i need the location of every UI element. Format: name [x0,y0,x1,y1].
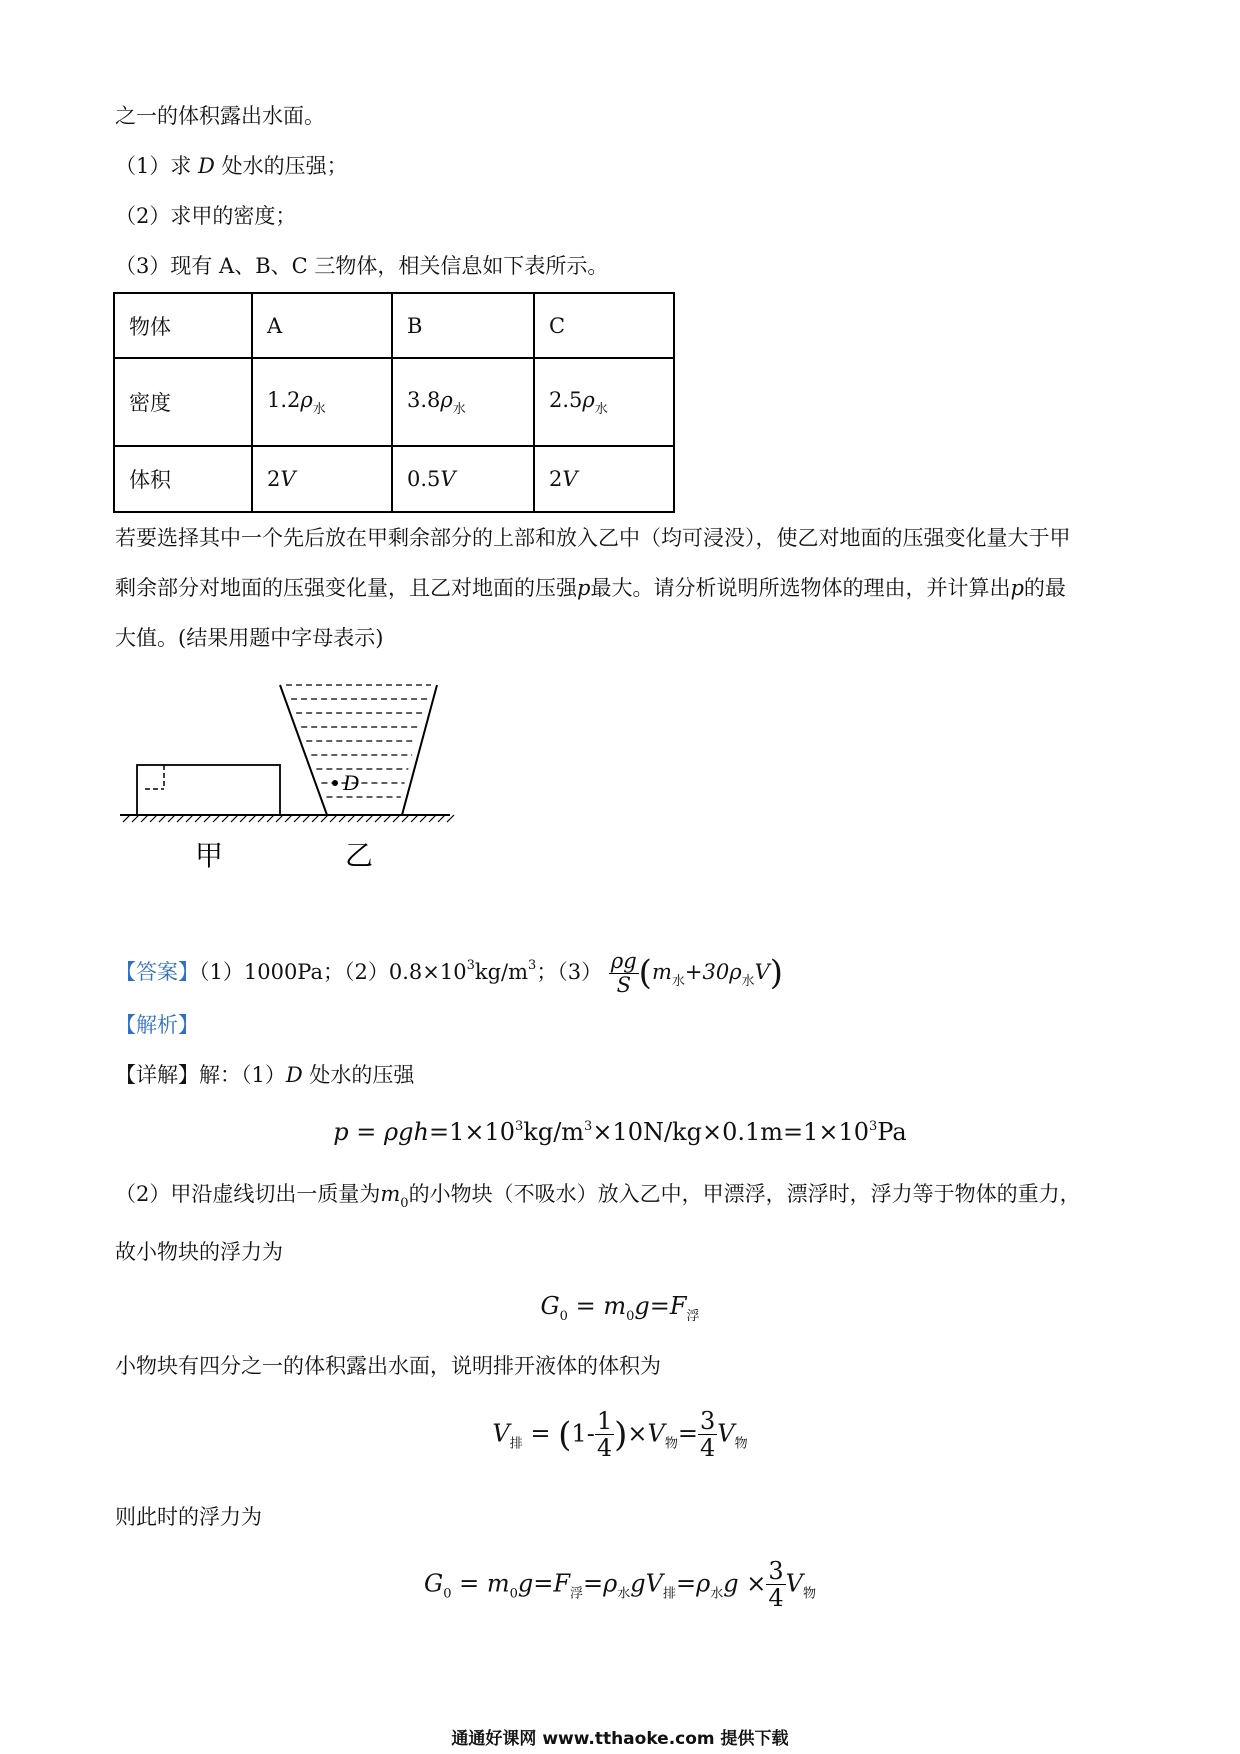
question-3: （3）现有 A、B、C 三物体，相关信息如下表所示。 [115,254,609,278]
para1-b3: 的最 [1023,576,1066,600]
eq4-v: V [785,1569,803,1598]
eq1-end: Pa [877,1118,907,1146]
eq1-exp3: 3 [869,1119,878,1134]
answer-value: 0.8×10 [388,960,467,985]
info-table [113,292,675,513]
para2-a2: 的小物块（不吸水）放入乙中，甲漂浮，漂浮时，浮力等于物体的重力， [408,1182,1081,1206]
eq3-v-sub: 排 [509,1436,523,1452]
volume-coeff-c: 2 [549,467,563,491]
paren-open: ( [638,953,652,994]
eq3-times: × [627,1419,648,1448]
eq4-part2: g=F [517,1569,571,1598]
physics-figure [115,670,475,880]
rho-symbol: ρ [300,387,313,412]
eq4-f-sub: 浮 [570,1586,584,1602]
fraction-denominator: S [616,973,631,998]
fraction-denominator: 4 [768,1584,784,1613]
eq3-v2-sub: 物 [664,1436,678,1452]
paragraph-2b: 故小物块的浮力为 [115,1240,283,1264]
eq3-eq: = [522,1419,559,1448]
paragraph-2a [115,1182,1081,1212]
eq4-rho-sub1: 水 [617,1586,631,1602]
equation-4 [0,1558,1240,1612]
table-cell [534,358,674,446]
eq4-m-sub: 0 [509,1586,518,1602]
answer-line [115,950,783,997]
eq1-lhs: p = ρgh [333,1118,429,1146]
eq1-rest: ×10N/kg×0.1m=1×10 [592,1118,870,1146]
eq3-one: 1- [571,1419,595,1448]
density-value-a: 1.2 [267,387,301,412]
fraction-numerator: 1 [596,1407,613,1435]
paragraph-3: 小物块有四分之一的体积露出水面，说明排开液体的体积为 [115,1354,661,1378]
table-cell: 密度 [114,358,252,446]
answer-unit: kg/m [474,960,529,985]
para1-var-p2: p [1010,576,1024,600]
eq2-rest: g=F [634,1292,687,1320]
table-row [114,358,674,446]
paren-close: ) [614,1414,628,1455]
detail-var-d: D [285,1063,303,1087]
table-cell: B [392,293,534,358]
paragraph-4: 则此时的浮力为 [115,1505,262,1529]
fraction-numerator: 3 [768,1557,784,1585]
table-cell [392,358,534,446]
answer-exp: 3 [466,958,475,974]
table-row [114,446,674,512]
expr-mid: +30ρ [684,960,742,985]
para1-var-p: p [577,576,591,600]
eq4-part6: g × [723,1569,767,1598]
equation-3 [0,1408,1240,1462]
eq4-part4: gV [630,1569,663,1598]
fraction-numerator: ρg [610,949,637,973]
eq2-f-sub: 浮 [686,1309,700,1324]
eq1-exp1: 3 [515,1119,524,1134]
eq3-v2: V [647,1419,665,1448]
paren-open: ( [558,1414,572,1455]
para1-b2: 最大。请分析说明所选物体的理由，并计算出 [590,576,1011,600]
analysis-tag: 【解析】 [115,1013,199,1037]
rho-symbol: ρ [582,387,595,412]
volume-var: V [440,467,456,491]
rho-symbol: ρ [440,387,453,412]
question-2: （2）求甲的密度； [115,204,297,228]
density-value-c: 2.5 [549,387,583,412]
container-yi [280,685,437,815]
answer-part3: ；（3） [536,960,603,985]
label-yi: 乙 [345,839,374,872]
intro-line: 之一的体积露出水面。 [115,104,325,128]
eq2-m-sub: 0 [626,1309,635,1324]
label-jia: 甲 [195,839,224,872]
eq1-unit1: kg/m [523,1118,585,1146]
paren-close: ) [769,953,783,994]
answer-part1: （1）1000Pa；（2） [199,960,389,985]
eq3-eq2: = [677,1419,698,1448]
eq2-g: G [540,1292,560,1320]
eq3-fraction-2 [698,1408,717,1462]
eq4-rho-sub2: 水 [710,1586,724,1602]
fraction-denominator: 4 [699,1434,716,1463]
block-jia [137,765,280,815]
detail-line [115,1063,414,1088]
eq4-g: G [424,1569,444,1598]
table-cell [534,446,674,512]
volume-var: V [562,467,578,491]
paragraph-1a: 若要选择其中一个先后放在甲剩余部分的上部和放入乙中（均可浸没），使乙对地面的压强变化量大于甲 [115,526,1071,550]
para2-a1: （2）甲沿虚线切出一质量为 [115,1182,381,1206]
answer-tag: 【答案】 [115,960,199,985]
paragraph-1b [115,576,1066,601]
expr-rho-sub: 水 [741,974,755,990]
fraction-numerator: 3 [699,1407,716,1435]
eq4-v-sub2: 物 [802,1586,816,1602]
eq2-m: m [603,1292,627,1320]
point-d-label: D [343,770,359,795]
eq1-exp2: 3 [584,1119,593,1134]
detail-1-rest: 处水的压强 [302,1063,415,1087]
paragraph-1c: 大值。(结果用题中字母表示) [115,626,384,650]
eq4-part3: =ρ [583,1569,618,1598]
table-cell [392,446,534,512]
table-cell [252,358,392,446]
equation-2 [0,1292,1240,1324]
eq3-v: V [492,1419,510,1448]
para1-b1: 剩余部分对地面的压强变化量，且乙对地面的压强 [115,576,577,600]
point-d-marker [332,780,338,786]
answer-fraction [609,950,639,997]
eq2-eq: = [567,1292,604,1320]
question-1 [115,154,348,179]
eq2-g-sub: 0 [559,1309,568,1324]
table-cell: C [534,293,674,358]
eq3-v3: V [717,1419,735,1448]
table-row [114,293,674,358]
q1-prefix: （1）求 [115,154,199,178]
eq1-mid: =1×10 [428,1118,515,1146]
fraction-denominator: 4 [596,1434,613,1463]
equation-1 [0,1118,1240,1146]
eq4-part1: = m [451,1569,510,1598]
eq4-part5: =ρ [675,1569,711,1598]
rho-subscript: 水 [452,401,466,417]
volume-coeff-b: 0.5 [407,467,441,491]
table-cell [252,446,392,512]
answer-unit-exp: 3 [528,958,537,974]
q1-var: D [198,154,215,178]
para2-var-m: m [380,1182,401,1206]
eq3-fraction-1 [595,1408,614,1462]
para2-sub-0: 0 [400,1196,409,1211]
eq4-g-sub: 0 [443,1586,452,1602]
rho-subscript: 水 [594,401,608,417]
volume-var: V [280,467,296,491]
detail-tag: 【详解】 [115,1063,199,1087]
expr-v: V [754,960,770,985]
eq3-v3-sub: 物 [734,1436,748,1452]
table-cell: 体积 [114,446,252,512]
table-cell: A [252,293,392,358]
rho-subscript: 水 [312,401,326,417]
page-footer: 通通好课网 www.tthaoke.com 提供下载 [451,1729,789,1749]
density-value-b: 3.8 [407,387,441,412]
eq4-fraction [766,1558,785,1612]
ground-line [120,815,454,822]
table-cell: 物体 [114,293,252,358]
expr-m-sub: 水 [671,974,685,990]
detail-1: 解：（1） [199,1063,286,1087]
volume-coeff-a: 2 [267,467,281,491]
expr-m: m [651,960,672,985]
eq4-v-sub: 排 [662,1586,676,1602]
q1-rest: 处水的压强； [214,154,348,178]
